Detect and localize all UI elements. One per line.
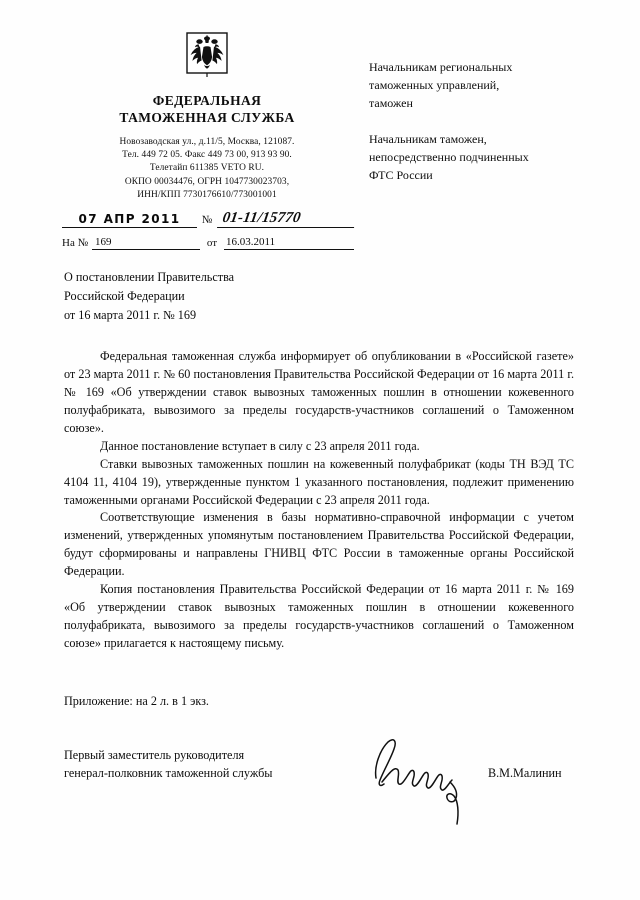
org-name-line1: ФЕДЕРАЛЬНАЯ (152, 93, 262, 108)
addressee-g2-line3: ФТС России (369, 168, 433, 183)
addressee-g2-line1: Начальникам таможен, (369, 131, 487, 146)
reference-block (62, 206, 354, 250)
subject-line3: от 16 марта 2011 г. № 169 (64, 308, 197, 323)
signatory-title-line1: Первый заместитель руководителя (64, 748, 245, 762)
contact-okpo-ogrn: ОКПО 00034476, ОГРН 1047730023703, (124, 176, 290, 187)
org-name-line2: ТАМОЖЕННАЯ СЛУЖБА (119, 110, 295, 126)
signatory-title (64, 746, 364, 783)
number-label: № (201, 214, 213, 226)
reply-to-date: 16.03.2011 (224, 236, 354, 250)
signatory-title-line2: генерал-полковник таможенной службы (64, 766, 273, 781)
addressee-g2-line2: непосредственно подчиненных (369, 149, 529, 164)
addressee-group-regional (369, 58, 619, 113)
addressee-group-subordinate (369, 130, 619, 185)
contact-teletype: Телетайп 611385 VETO RU. (149, 163, 265, 174)
subject-line2: Российской Федерации (64, 289, 185, 304)
body-paragraph-1: Федеральная таможенная служба информирует об опубликовании в «Российской газете» от 23 марта 2011 г. № 60 постановления Правительства Российской Федерации от 16 марта 2011 г. № 169 «Об утверждении ставок вывозных таможенных пошлин в отношении кожевенного полуфабриката, вывозимого за пределы государств-участников соглашений о Таможенном союзе». (64, 349, 574, 435)
contact-inn-kpp: ИНН/КПП 7730176610/773001001 (137, 189, 277, 200)
organization-name (62, 92, 352, 127)
handwritten-signature-icon (364, 732, 494, 827)
reply-to-label: На № (62, 237, 89, 249)
contact-details (62, 136, 352, 203)
subject-line1: О постановлении Правительства (64, 270, 235, 284)
contact-address: Новозаводская ул., д.11/5, Москва, 121087. (119, 136, 295, 147)
body-paragraph-4: Соответствующие изменения в базы нормативно-справочной информации с учетом изменений, утвержденных упомянутым постановлением Правительства Российской Федерации, будут сформированы и направлены ГНИВЦ ФТС России в таможенные органы Российской Федерации. (64, 510, 574, 579)
document-body (64, 348, 574, 653)
contact-phone: Тел. 449 72 05. Факс 449 73 00, 913 93 90. (122, 149, 292, 160)
signatory-name: В.М.Малинин (488, 766, 562, 780)
addressee-block (369, 58, 619, 184)
addressee-g1-line2: таможенных управлений, (369, 78, 500, 93)
reference-row-outgoing (62, 206, 354, 228)
outgoing-number: 01-11/15770 (217, 210, 357, 228)
attachment-note: Приложение: на 2 л. в 1 экз. (64, 694, 209, 708)
date-label: от (206, 237, 218, 249)
body-paragraph-5: Копия постановления Правительства Российской Федерации от 16 марта 2011 г. № 169 «Об утверждении ставок вывозных таможенных пошлин в отношении кожевенного полуфабриката, вывозимого за пределы государств-участников соглашений о Таможенном союзе» прилагается к настоящему письму. (64, 582, 574, 650)
subject-line (64, 268, 394, 325)
addressee-g1-line1: Начальникам региональных (369, 60, 513, 74)
russian-coat-of-arms-icon (186, 32, 228, 84)
body-paragraph-3: Ставки вывозных таможенных пошлин на кожевенный полуфабрикат (коды ТН ВЭД ТС 4104 11, 4104 19), утвержденные пунктом 1 указанного постановления, подлежит применению таможенными органами Российской Федерации с 23 апреля 2011 года. (64, 456, 574, 507)
date-stamp: 07 АПР 2011 (62, 212, 197, 228)
letterhead (62, 32, 352, 202)
addressee-g1-line3: таможен (369, 96, 413, 111)
body-paragraph-2: Данное постановление вступает в силу с 23 апреля 2011 года. (100, 438, 420, 453)
reply-to-number: 169 (92, 236, 200, 250)
reference-row-incoming (62, 230, 354, 250)
